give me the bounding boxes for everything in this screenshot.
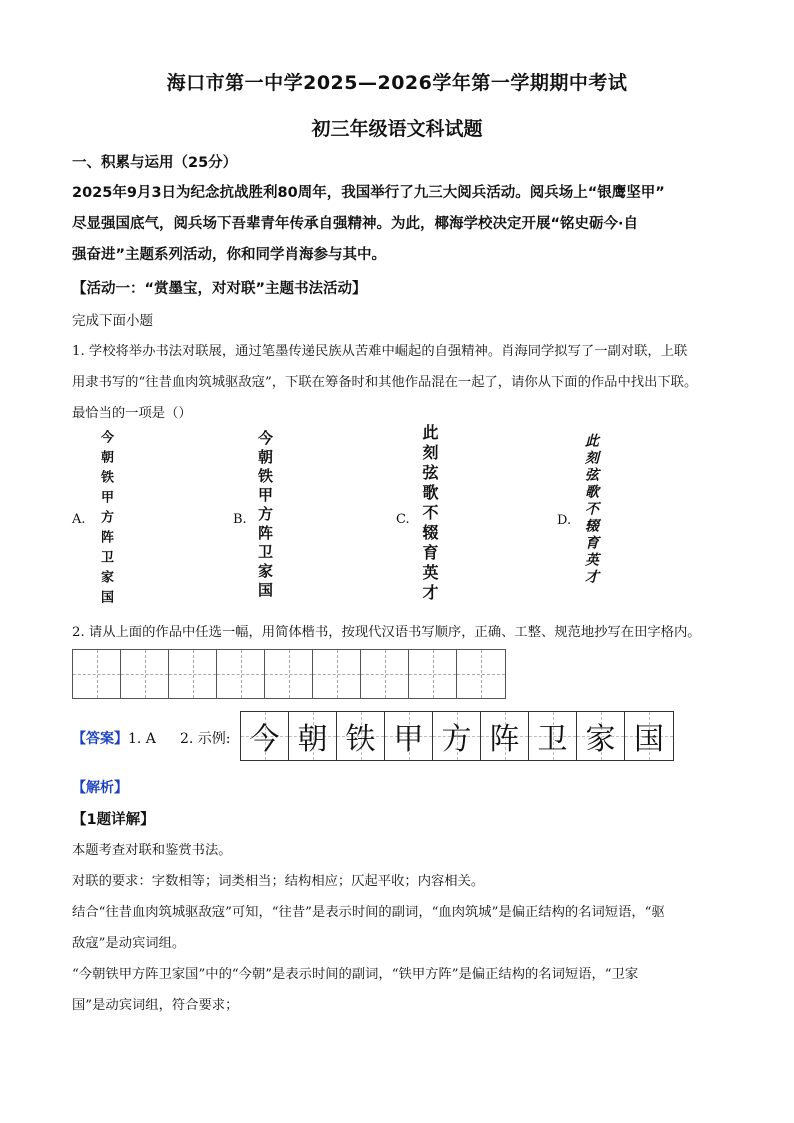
grid-cell[interactable] [265, 650, 313, 698]
option-a-letter: A. [72, 512, 86, 527]
grid-cell[interactable] [121, 650, 169, 698]
answer-tag: 【答案】 [72, 731, 128, 747]
example-cell [241, 712, 289, 760]
example-cell [385, 712, 433, 760]
detail-tag: 【1题详解】 [72, 812, 155, 828]
example-tianzige-grid [240, 711, 674, 761]
tianzige-answer-grid[interactable] [72, 649, 506, 699]
option-c-calligraphy: 此刻弦歌不辍育英才 [420, 424, 439, 604]
analysis-line-1: 本题考查对联和鉴赏书法。 [72, 843, 232, 858]
example-cell [625, 712, 673, 760]
intro-line-1: 2025年9月3日为纪念抗战胜利80周年，我国举行了九三大阅兵活动。阅兵场上“银鹰坚甲” [72, 185, 665, 201]
q2-text: 2. 请从上面的作品中任选一幅，用简体楷书，按现代汉语书写顺序，正确、工整、规范地抄写在田字格内。 [72, 625, 701, 640]
analysis-tag: 【解析】 [72, 780, 128, 796]
analysis-line-6: 国”是动宾词组，符合要求； [72, 998, 239, 1013]
answer-example-label: 2. 示例: [180, 731, 231, 747]
example-char: 阵 [489, 722, 520, 757]
grid-cell[interactable] [169, 650, 217, 698]
answer-q1: 1. A [128, 731, 156, 747]
grid-cell[interactable] [361, 650, 409, 698]
q1-line-2: 用隶书写的“往昔血肉筑城驱敌寇”，下联在筹备时和其他作品混在一起了，请你从下面的作品中找出下联。 [72, 375, 698, 390]
grid-cell[interactable] [409, 650, 457, 698]
example-char: 朝 [297, 722, 328, 757]
q1-line-1: 1. 学校将举办书法对联展，通过笔墨传递民族从苦难中崛起的自强精神。肖海同学拟写了一副对联，上联 [72, 344, 688, 359]
grid-cell[interactable] [313, 650, 361, 698]
activity-title: 【活动一：“赏墨宝，对对联”主题书法活动】 [72, 281, 367, 297]
example-cell [433, 712, 481, 760]
grid-cell[interactable] [457, 650, 505, 698]
analysis-line-5: “今朝铁甲方阵卫家国”中的“今朝”是表示时间的副词，“铁甲方阵”是偏正结构的名词短语，“卫家 [72, 967, 639, 982]
example-cell [481, 712, 529, 760]
analysis-line-2: 对联的要求：字数相等；词类相当；结构相应；仄起平收；内容相关。 [72, 874, 485, 889]
example-char: 卫 [537, 722, 568, 757]
analysis-line-3: 结合“往昔血肉筑城驱敌寇”可知，“往昔”是表示时间的副词，“血肉筑城”是偏正结构的名词短语，“驱 [72, 905, 665, 920]
intro-line-3: 强奋进”主题系列活动，你和同学肖海参与其中。 [72, 247, 387, 263]
q1-line-3: 最恰当的一项是（） [72, 406, 192, 421]
example-cell [577, 712, 625, 760]
section-heading: 一、积累与运用（25分） [72, 155, 238, 171]
example-cell [529, 712, 577, 760]
answer-tag-wrap [72, 728, 156, 748]
option-d-calligraphy: 此刻弦歌不辍育英才 [583, 433, 599, 586]
grid-cell[interactable] [73, 650, 121, 698]
example-char: 今 [249, 722, 280, 757]
option-b-letter: B. [233, 512, 247, 527]
option-c-letter: C. [396, 512, 410, 527]
grid-cell[interactable] [217, 650, 265, 698]
example-cell [289, 712, 337, 760]
example-char: 方 [441, 722, 472, 757]
example-char: 甲 [393, 722, 424, 757]
option-a-calligraphy: 今朝铁甲方阵卫家国 [98, 430, 113, 610]
analysis-line-4: 敌寇”是动宾词组。 [72, 936, 186, 951]
example-cell [337, 712, 385, 760]
example-char: 国 [634, 722, 664, 757]
intro-line-2: 尽显强国底气，阅兵场下吾辈青年传承自强精神。为此，椰海学校决定开展“铭史砺今·自 [72, 216, 639, 232]
example-char: 家 [585, 722, 616, 757]
option-b-calligraphy: 今朝铁甲方阵卫家国 [256, 430, 274, 601]
exam-title: 海口市第一中学2025—2026学年第一学期期中考试 [166, 72, 628, 94]
option-d-letter: D. [557, 513, 572, 528]
exam-subtitle: 初三年级语文科试题 [311, 118, 483, 140]
instruction-text: 完成下面小题 [72, 313, 153, 329]
example-char: 铁 [345, 722, 376, 757]
